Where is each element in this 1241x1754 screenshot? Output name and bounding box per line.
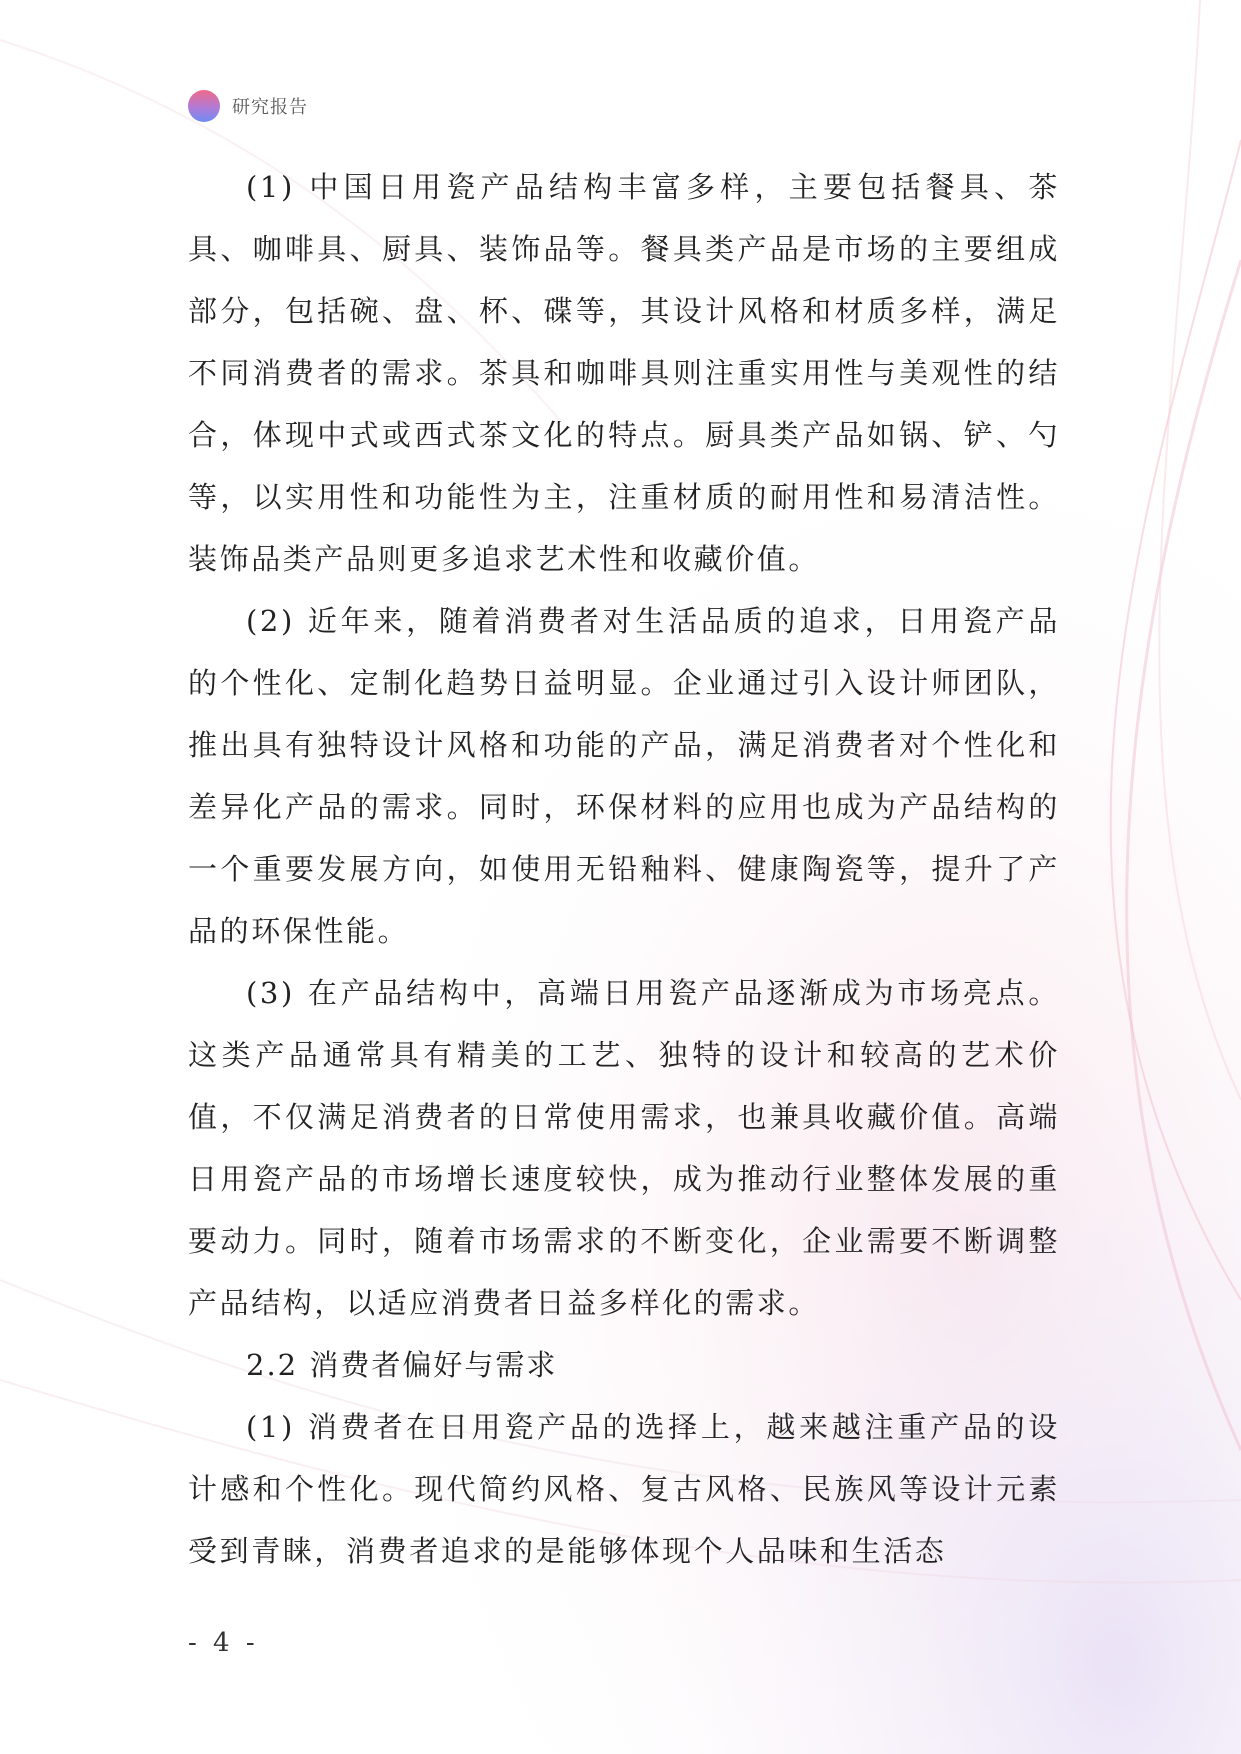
section-paragraph-1: (1) 消费者在日用瓷产品的选择上，越来越注重产品的设计感和个性化。现代简约风格、复古风格、民族风等设计元素受到青睐，消费者追求的是能够体现个人品味和生活态 xyxy=(188,1410,1060,1568)
page-header xyxy=(188,88,308,124)
report-logo-icon xyxy=(188,90,220,122)
header-title: 研究报告 xyxy=(232,97,308,118)
paragraph-3: (3) 在产品结构中，高端日用瓷产品逐渐成为市场亮点。这类产品通常具有精美的工艺、独特的设计和较高的艺术价值，不仅满足消费者的日常使用需求，也兼具收藏价值。高端日用瓷产品的市场增长速度较快，成为推动行业整体发展的重要动力。同时，随着市场需求的不断变化，企业需要不断调整产品结构，以适应消费者日益多样化的需求。 xyxy=(188,976,1060,1320)
paragraph-1: (1) 中国日用瓷产品结构丰富多样，主要包括餐具、茶具、咖啡具、厨具、装饰品等。餐具类产品是市场的主要组成部分，包括碗、盘、杯、碟等，其设计风格和材质多样，满足不同消费者的需求。茶具和咖啡具则注重实用性与美观性的结合，体现中式或西式茶文化的特点。厨具类产品如锅、铲、勺等，以实用性和功能性为主，注重材质的耐用性和易清洁性。装饰品类产品则更多追求艺术性和收藏价值。 xyxy=(188,170,1060,576)
section-heading: 2.2 消费者偏好与需求 xyxy=(246,1348,558,1382)
paragraph-2: (2) 近年来，随着消费者对生活品质的追求，日用瓷产品的个性化、定制化趋势日益明显。企业通过引入设计师团队，推出具有独特设计风格和功能的产品，满足消费者对个性化和差异化产品的需求。同时，环保材料的应用也成为产品结构的一个重要发展方向，如使用无铅釉料、健康陶瓷等，提升了产品的环保性能。 xyxy=(188,604,1060,948)
page-number: - 4 - xyxy=(188,1628,259,1658)
document-body xyxy=(188,156,1060,1582)
